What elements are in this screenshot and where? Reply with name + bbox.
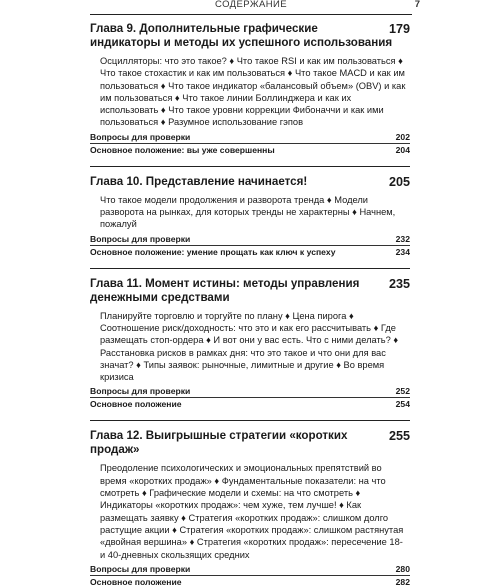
chapter-description: Планируйте торговлю и торгуйте по плану ♦ Цена пирога ♦ Соотношение риск/доходность: что это и как его рассчитывать ♦ Где размещать стоп-ордера ♦ И вот они у вас есть. Что с ними делать? ♦ Расстановка рисков в рамках дня: что это такое и что они для вас значат? ♦ Типы заявок: рыночные, лимитные и другие ♦ Во время кризиса [100,310,399,383]
chapter-divider [90,420,410,421]
chapter-divider [90,166,410,167]
chapter-9 [90,22,410,156]
entry-page: 202 [393,131,410,143]
toc-content [90,20,410,588]
chapter-description: Осцилляторы: что это такое? ♦ Что такое RSI и как им пользоваться ♦ Что такое стохастик и как им пользоваться ♦ Что такое MACD и как им пользоваться ♦ Что такое индикатор «балансовый объем» (OBV) и как им пользоваться ♦ Что такое линии Боллинджера и как их использовать ♦ Что такое уровни коррекции Фибоначчи и как ими пользоваться ♦ Разумное использование гэпов [100,56,406,128]
chapter-title-text: Глава 12. Выигрышные стратегии «коротких продаж» [90,429,348,457]
entry-page: 282 [393,576,410,588]
toc-entry[interactable] [90,233,410,246]
entry-label: Основное положение: вы уже совершенны [90,145,278,155]
chapter-title[interactable] [90,175,410,189]
entry-label: Вопросы для проверки [90,386,193,396]
chapter-page: 255 [388,429,410,444]
entry-page: 204 [393,144,410,156]
toc-entry[interactable] [90,385,410,398]
entry-page: 254 [393,398,410,410]
chapter-description: Что такое модели продолжения и разворота тренда ♦ Модели разворота на рынках, для которых тренды не характерны ♦ Начнем, пожалуй [100,194,396,230]
toc-entry[interactable] [90,576,410,588]
chapter-11 [90,277,410,411]
entry-label: Основное положение [90,577,185,587]
chapter-page: 205 [388,174,410,189]
chapter-title[interactable] [90,22,410,50]
chapter-page: 235 [388,276,410,291]
chapter-10 [90,175,410,258]
chapter-title[interactable] [90,277,410,305]
chapter-title-text: Глава 10. Представление начинается! [90,174,308,188]
entry-label: Основное положение [90,399,185,409]
entry-page: 252 [393,385,410,397]
chapter-title-text: Глава 9. Дополнительные графические индикаторы и методы их успешного использования [90,22,393,49]
toc-entry[interactable] [90,144,410,156]
entry-label: Вопросы для проверки [90,132,193,142]
page-number: 7 [414,0,420,10]
running-header [90,0,420,15]
entry-page: 280 [393,563,410,575]
chapter-description: Преодоление психологических и эмоциональных препятствий во время «коротких продаж» ♦ Фундаментальные показатели: на что смотреть ♦ Графические модели и схемы: на что смотреть ♦ Индикаторы «коротких продаж»: чем хуже, тем лучше! ♦ Как размещать заявку ♦ Стратегия «коротких продаж»: слишком долго растущие акции ♦ Стратегия «коротких продаж»: слишком растянутая «двойная вершина» ♦ Стратегия «коротких продаж»: пересечение 18- и 40-дневных скользящих средних [100,463,404,560]
chapter-page: 179 [388,22,410,36]
chapter-title-text: Глава 11. Момент истины: методы управления денежными средствами [90,276,360,304]
toc-entry[interactable] [90,563,410,576]
toc-entry[interactable] [90,131,410,144]
entry-label: Вопросы для проверки [90,234,193,244]
entry-label: Основное положение: умение прощать как ключ к успеху [90,247,339,257]
toc-entry[interactable] [90,246,410,258]
toc-entry[interactable] [90,398,410,410]
chapter-divider [90,268,410,269]
entry-page: 232 [393,233,410,245]
chapter-title[interactable] [90,429,410,457]
entry-label: Вопросы для проверки [90,564,193,574]
entry-page: 234 [393,246,410,258]
chapter-12 [90,429,410,587]
header-title: СОДЕРЖАНИЕ [215,0,287,10]
